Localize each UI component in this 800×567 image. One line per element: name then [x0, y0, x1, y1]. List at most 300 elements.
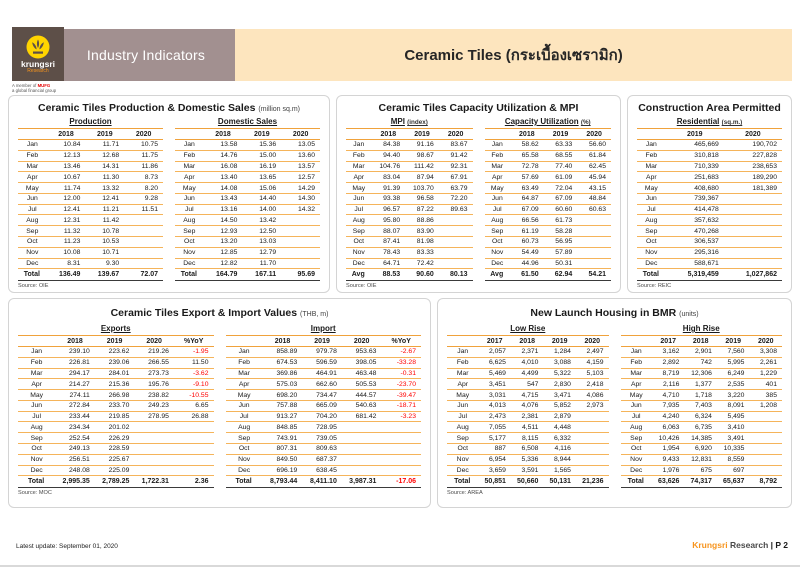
value-cell: 72.78: [510, 161, 544, 172]
table-row: [18, 140, 163, 151]
value-cell: [576, 411, 609, 422]
value-cell: 88.86: [405, 215, 439, 226]
year-column-header: 2019: [717, 336, 750, 347]
table-row: [485, 215, 612, 226]
month-label: May: [346, 183, 372, 194]
value-cell: [577, 247, 611, 258]
value-cell: 698.20: [263, 390, 303, 401]
value-cell: 91.39: [372, 183, 406, 194]
value-cell: 8,115: [511, 433, 544, 444]
month-label: Sep: [485, 226, 511, 237]
value-cell: 294.17: [55, 368, 95, 379]
value-cell: 2,535: [717, 379, 750, 390]
value-cell: 408,680: [666, 183, 724, 194]
production-domestic-sales-card: [8, 95, 330, 293]
latest-update-note: Latest update: September 01, 2020: [16, 543, 118, 550]
value-cell: [342, 444, 382, 455]
value-cell: 6,954: [478, 454, 511, 465]
month-label: May: [18, 390, 55, 401]
value-cell: 9,433: [652, 454, 685, 465]
month-label: Jan: [175, 140, 204, 151]
value-cell: [577, 237, 611, 248]
value-cell: 4,715: [511, 390, 544, 401]
table-row: [637, 161, 782, 172]
source-note: Source: MOC: [18, 489, 52, 496]
value-cell: [381, 433, 421, 444]
year-column-header: %YoY: [174, 336, 214, 347]
month-label: Nov: [621, 454, 652, 465]
table-row: [447, 433, 609, 444]
value-cell: 91.16: [405, 140, 439, 151]
value-cell: [724, 247, 782, 258]
card-tables: [637, 116, 782, 281]
mpi-sublabel: [346, 117, 473, 126]
year-column-header: 2020: [749, 336, 782, 347]
value-cell: 8.20: [124, 183, 163, 194]
value-cell: 63.79: [439, 183, 473, 194]
value-cell: 58.28: [544, 226, 578, 237]
value-cell: [124, 226, 163, 237]
value-cell: 225.09: [95, 465, 135, 476]
month-label: Jan: [18, 140, 47, 151]
value-cell: 63.49: [510, 183, 544, 194]
month-label: Dec: [226, 465, 263, 476]
table-row: [485, 150, 612, 161]
value-cell: 807.31: [263, 444, 303, 455]
value-cell: 58.62: [510, 140, 544, 151]
month-label: Aug: [18, 215, 47, 226]
value-cell: 201.02: [95, 422, 135, 433]
value-cell: [749, 422, 782, 433]
exports-table-wrap: [18, 323, 214, 488]
total-value-cell: 21,236: [576, 476, 609, 487]
value-cell: 84.38: [372, 140, 406, 151]
capacity-mpi-card: [336, 95, 621, 293]
month-label: Mar: [485, 161, 511, 172]
table-total-row: [226, 476, 422, 487]
table-row: [621, 411, 783, 422]
table-row: [18, 379, 214, 390]
value-cell: 2,830: [543, 379, 576, 390]
table-row: [447, 400, 609, 411]
value-cell: 103.70: [405, 183, 439, 194]
value-cell: 3,308: [749, 347, 782, 358]
value-cell: 10.75: [124, 140, 163, 151]
value-cell: [281, 247, 320, 258]
table-row: [18, 390, 214, 401]
table-row: [226, 465, 422, 476]
value-cell: 5,852: [543, 400, 576, 411]
value-cell: 92.31: [439, 161, 473, 172]
month-label: Mar: [18, 161, 47, 172]
value-cell: 675: [684, 465, 717, 476]
value-cell: 7,403: [684, 400, 717, 411]
month-label: Aug: [346, 215, 372, 226]
total-value-cell: 61.50: [510, 269, 544, 280]
table-row: [637, 193, 782, 204]
month-label: Apr: [447, 379, 478, 390]
month-label: Oct: [18, 444, 55, 455]
value-cell: [381, 444, 421, 455]
month-label: Sep: [637, 226, 666, 237]
table-row: [447, 422, 609, 433]
value-cell: 266.55: [134, 357, 174, 368]
table-row: [226, 444, 422, 455]
value-cell: 953.63: [342, 347, 382, 358]
table-row: [621, 357, 783, 368]
month-label: Jul: [621, 411, 652, 422]
month-column-header: [637, 129, 666, 140]
value-cell: 13.46: [47, 161, 86, 172]
month-label: May: [226, 390, 263, 401]
month-label: Aug: [226, 422, 263, 433]
krungsri-logo: [12, 27, 64, 81]
month-label: May: [447, 390, 478, 401]
value-cell: [724, 215, 782, 226]
footer-page-number: | P 2: [768, 540, 788, 550]
month-label: Dec: [485, 258, 511, 269]
value-cell: 12.13: [47, 150, 86, 161]
value-cell: 913.27: [263, 411, 303, 422]
value-cell: 226.81: [55, 357, 95, 368]
month-label: May: [485, 183, 511, 194]
value-cell: 67.09: [544, 193, 578, 204]
table-header-row: [447, 336, 609, 347]
table-row: [447, 444, 609, 455]
total-value-cell: 164.79: [204, 269, 243, 280]
value-cell: 96.58: [405, 193, 439, 204]
value-cell: [124, 215, 163, 226]
table-row: [346, 150, 473, 161]
year-column-header: 2018: [510, 129, 544, 140]
low-rise-table-wrap: [447, 323, 609, 488]
value-cell: 3,410: [717, 422, 750, 433]
table-row: [18, 454, 214, 465]
month-label: Oct: [175, 237, 204, 248]
month-label: Nov: [346, 247, 372, 258]
total-value-cell: 139.67: [85, 269, 124, 280]
month-label: Apr: [226, 379, 263, 390]
value-cell: 2,473: [478, 411, 511, 422]
value-cell: 3,591: [511, 465, 544, 476]
value-cell: [577, 215, 611, 226]
month-label: Apr: [621, 379, 652, 390]
value-cell: 505.53: [342, 379, 382, 390]
value-cell: 14.08: [204, 183, 243, 194]
year-column-header: 2018: [55, 336, 95, 347]
month-label: Dec: [18, 258, 47, 269]
table-row: [637, 226, 782, 237]
table-row: [485, 161, 612, 172]
year-column-header: 2017: [478, 336, 511, 347]
value-cell: 45.94: [577, 172, 611, 183]
card-tables: [447, 323, 782, 488]
value-cell: 11.30: [85, 172, 124, 183]
month-label: May: [18, 183, 47, 194]
production-table-wrap: [18, 116, 163, 281]
value-cell: 1,377: [684, 379, 717, 390]
month-label: Mar: [346, 161, 372, 172]
exports-sublabel: [18, 324, 214, 333]
year-column-header: 2019: [405, 129, 439, 140]
value-cell: 15.06: [242, 183, 281, 194]
value-cell: 9.30: [85, 258, 124, 269]
value-cell: [124, 247, 163, 258]
table-header-row: [485, 129, 612, 140]
value-cell: 2,879: [543, 411, 576, 422]
value-cell: 401: [749, 379, 782, 390]
value-cell: 734.47: [302, 390, 342, 401]
table-row: [621, 422, 783, 433]
year-column-header: 2020: [134, 336, 174, 347]
table-row: [18, 444, 214, 455]
table-row: [18, 237, 163, 248]
value-cell: 357,632: [666, 215, 724, 226]
month-label: Nov: [637, 247, 666, 258]
card-tables: [18, 323, 421, 488]
high-rise-table-wrap: [621, 323, 783, 488]
month-label: Jan: [637, 140, 666, 151]
sublabel-text: Exports: [100, 324, 131, 333]
sublabel-text: Domestic Sales: [217, 117, 278, 126]
value-cell: -10.55: [174, 390, 214, 401]
total-value-cell: 74,317: [684, 476, 717, 487]
krungsri-lotus-icon: [26, 35, 50, 59]
table-row: [621, 379, 783, 390]
total-value-cell: 54.21: [577, 269, 611, 280]
value-cell: 2,057: [478, 347, 511, 358]
month-label: Oct: [226, 444, 263, 455]
value-cell: 57.89: [544, 247, 578, 258]
value-cell: 757.88: [263, 400, 303, 411]
value-cell: 234.34: [55, 422, 95, 433]
value-cell: 4,086: [576, 390, 609, 401]
value-cell: 12.93: [204, 226, 243, 237]
month-label: Jun: [18, 193, 47, 204]
value-cell: 1,565: [543, 465, 576, 476]
value-cell: 12.00: [47, 193, 86, 204]
value-cell: -9.10: [174, 379, 214, 390]
logo-sub-brand-text: Research: [27, 67, 49, 74]
value-cell: [749, 411, 782, 422]
value-cell: 12.31: [47, 215, 86, 226]
card-tables: [18, 116, 320, 281]
value-cell: 540.63: [342, 400, 382, 411]
card-title-text: Ceramic Tiles Capacity Utilization & MPI: [378, 102, 579, 114]
value-cell: 1,208: [749, 400, 782, 411]
value-cell: 93.38: [372, 193, 406, 204]
value-cell: [174, 444, 214, 455]
member-prefix-text: A member of: [12, 83, 37, 88]
domestic-sales-sublabel: [175, 117, 320, 126]
value-cell: 88.07: [372, 226, 406, 237]
month-label: Aug: [18, 422, 55, 433]
card-title: [18, 102, 320, 114]
month-label: Jul: [226, 411, 263, 422]
value-cell: 278.95: [134, 411, 174, 422]
value-cell: 12.50: [242, 226, 281, 237]
table-row: [637, 215, 782, 226]
table-row: [637, 150, 782, 161]
value-cell: 252.54: [55, 433, 95, 444]
value-cell: [342, 433, 382, 444]
month-label: Nov: [175, 247, 204, 258]
value-cell: 81.98: [405, 237, 439, 248]
table-row: [621, 347, 783, 358]
value-cell: 238,653: [724, 161, 782, 172]
value-cell: 233.70: [95, 400, 135, 411]
value-cell: 95.80: [372, 215, 406, 226]
value-cell: 60.60: [544, 204, 578, 215]
value-cell: 596.59: [302, 357, 342, 368]
month-label: Oct: [485, 237, 511, 248]
value-cell: 104.76: [372, 161, 406, 172]
sublabel-text: MPI: [390, 117, 405, 126]
table-row: [18, 247, 163, 258]
table-row: [18, 183, 163, 194]
table-row: [226, 400, 422, 411]
table-row: [485, 140, 612, 151]
value-cell: 10.78: [85, 226, 124, 237]
production-sublabel: [18, 117, 163, 126]
capacity-utilization-table: [485, 128, 612, 281]
total-value-cell: 1,027,862: [724, 269, 782, 280]
table-header-row: [18, 336, 214, 347]
value-cell: 8.73: [124, 172, 163, 183]
value-cell: 7,055: [478, 422, 511, 433]
value-cell: 444.57: [342, 390, 382, 401]
total-value-cell: 2,995.35: [55, 476, 95, 487]
value-cell: 10,335: [717, 444, 750, 455]
value-cell: 50.31: [544, 258, 578, 269]
table-row: [175, 193, 320, 204]
value-cell: 739,367: [666, 193, 724, 204]
table-row: [226, 454, 422, 465]
value-cell: [749, 433, 782, 444]
value-cell: 16.19: [242, 161, 281, 172]
value-cell: [124, 237, 163, 248]
total-value-cell: 95.69: [281, 269, 320, 280]
month-label: Sep: [226, 433, 263, 444]
value-cell: 11.23: [47, 237, 86, 248]
month-label: Aug: [485, 215, 511, 226]
value-cell: 61.73: [544, 215, 578, 226]
card-title-unit: (THB, m): [300, 311, 329, 318]
table-row: [447, 411, 609, 422]
table-row: [18, 172, 163, 183]
capacity-table-wrap: [485, 116, 612, 281]
value-cell: 1,976: [652, 465, 685, 476]
table-total-row: [621, 476, 783, 487]
value-cell: 14.00: [242, 204, 281, 215]
value-cell: 43.15: [577, 183, 611, 194]
value-cell: 239.06: [95, 357, 135, 368]
month-label: Nov: [447, 454, 478, 465]
value-cell: 67.09: [510, 204, 544, 215]
value-cell: [439, 215, 473, 226]
year-column-header: 2018: [684, 336, 717, 347]
value-cell: 6,332: [543, 433, 576, 444]
total-value-cell: 2,789.25: [95, 476, 135, 487]
year-column-header: 2017: [652, 336, 685, 347]
table-row: [18, 422, 214, 433]
value-cell: 272.84: [55, 400, 95, 411]
value-cell: 588,671: [666, 258, 724, 269]
table-row: [637, 140, 782, 151]
sublabel-text: Production: [69, 117, 112, 126]
value-cell: 13.16: [204, 204, 243, 215]
month-label: Apr: [175, 172, 204, 183]
total-value-cell: 8,792: [749, 476, 782, 487]
month-label: Feb: [175, 150, 204, 161]
table-row: [175, 258, 320, 269]
table-row: [637, 258, 782, 269]
value-cell: 83.04: [372, 172, 406, 183]
value-cell: 225.67: [95, 454, 135, 465]
year-column-header: 2020: [724, 129, 782, 140]
month-column-header: [226, 336, 263, 347]
krungsri-logo-block: [12, 27, 64, 93]
value-cell: 858.89: [263, 347, 303, 358]
year-column-header: 2020: [281, 129, 320, 140]
year-column-header: 2018: [372, 129, 406, 140]
month-label: Oct: [18, 237, 47, 248]
total-value-cell: 3,987.31: [342, 476, 382, 487]
month-label: Mar: [226, 368, 263, 379]
logo-brand-text: krungsri: [20, 58, 55, 69]
value-cell: 742: [684, 357, 717, 368]
total-label: Total: [637, 269, 666, 280]
month-label: Jul: [18, 411, 55, 422]
value-cell: 56.60: [577, 140, 611, 151]
total-label: Total: [447, 476, 478, 487]
value-cell: 6,920: [684, 444, 717, 455]
table-total-row: [175, 269, 320, 280]
value-cell: -23.70: [381, 379, 421, 390]
table-row: [346, 215, 473, 226]
total-value-cell: 62.94: [544, 269, 578, 280]
sublabel-unit: (%): [580, 119, 591, 126]
value-cell: 13.40: [204, 172, 243, 183]
value-cell: [724, 237, 782, 248]
value-cell: 2,892: [652, 357, 685, 368]
table-row: [346, 237, 473, 248]
value-cell: 11.50: [174, 357, 214, 368]
value-cell: 72.20: [439, 193, 473, 204]
value-cell: 77.40: [544, 161, 578, 172]
value-cell: 190,702: [724, 140, 782, 151]
year-column-header: 2019: [242, 129, 281, 140]
table-row: [175, 237, 320, 248]
value-cell: [577, 226, 611, 237]
value-cell: 11.71: [85, 140, 124, 151]
card-title-text: Construction Area Permitted: [638, 102, 781, 114]
table-row: [18, 161, 163, 172]
value-cell: 4,116: [543, 444, 576, 455]
value-cell: 13.20: [204, 237, 243, 248]
housing-bmr-card: [437, 298, 792, 508]
value-cell: 4,013: [478, 400, 511, 411]
value-cell: 1,718: [684, 390, 717, 401]
month-column-header: [485, 129, 511, 140]
month-label: Apr: [637, 172, 666, 183]
page-title: Ceramic Tiles (กระเบื้องเซรามิก): [404, 47, 623, 64]
table-row: [226, 357, 422, 368]
value-cell: 266.98: [95, 390, 135, 401]
month-label: Sep: [18, 226, 47, 237]
year-column-header: 2018: [263, 336, 303, 347]
month-label: Mar: [621, 368, 652, 379]
